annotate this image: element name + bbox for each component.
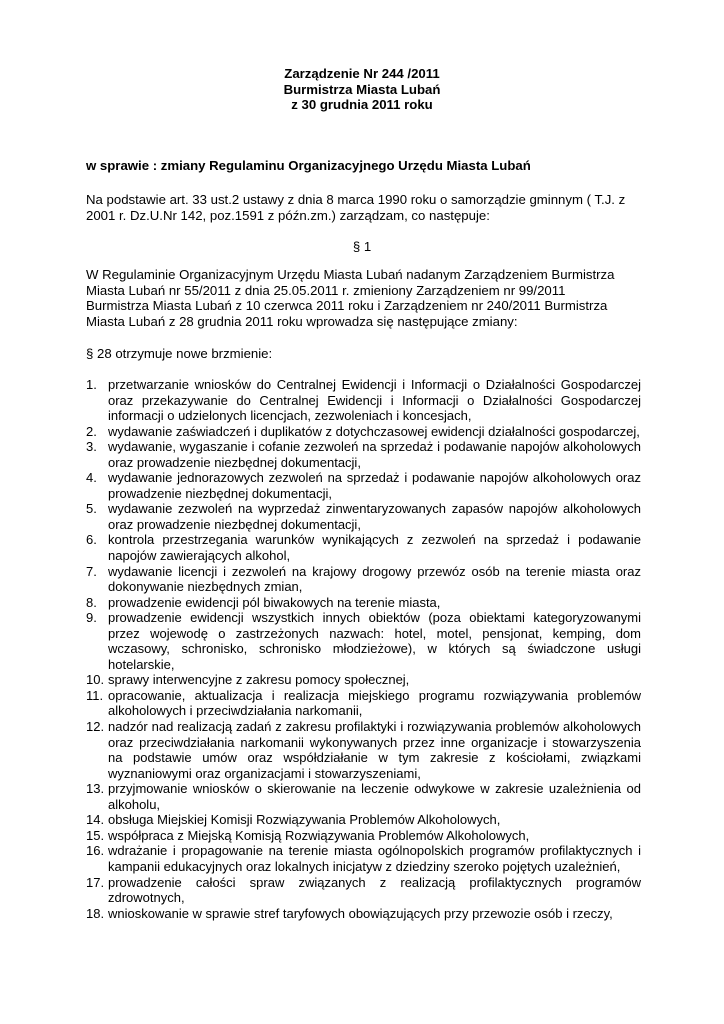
- list-item-number: 7.: [86, 563, 97, 579]
- list-item-number: 12.: [86, 719, 105, 735]
- list-item: [86, 906, 641, 922]
- list-item-number: 8.: [86, 594, 97, 610]
- intro-line-4: Miasta Lubań z 28 grudnia 2011 roku wprowadza się następujące zmiany:: [86, 313, 518, 329]
- list-item-text: wydawanie jednorazowych zezwoleń na sprzedaż i podawanie napojów alkoholowych oraz prowadzenie niezbędnej dokumentacji,: [108, 470, 641, 501]
- list-item-number: 2.: [86, 423, 97, 439]
- list-item-text: kontrola przestrzegania warunków wynikających z zezwoleń na sprzedaż i podawanie napojów zawierających alkohol,: [108, 532, 641, 564]
- list-item-number: 3.: [86, 439, 97, 455]
- list-item-number: 13.: [86, 781, 105, 797]
- list-item-text: obsługa Miejskiej Komisji Rozwiązywania Problemów Alkoholowych,: [108, 812, 501, 828]
- list-item: [86, 610, 641, 672]
- title-line-1: Zarządzenie Nr 244 /2011: [284, 66, 440, 81]
- list-item-text: przetwarzanie wniosków do Centralnej Ewidencji i Informacji o Działalności Gospodarczej oraz przekazywanie do Centralnej Ewidencji i Informacji o Działalności Gospodarczej informacji o udzielonych licencjach, zezwoleniach i koncesjach,: [108, 377, 641, 424]
- list-item: [86, 501, 641, 532]
- title-line-2: Burmistrza Miasta Lubań: [283, 81, 441, 97]
- paragraph-mark: § 1: [352, 239, 372, 254]
- list-item-text: przyjmowanie wniosków o skierowanie na leczenie odwykowe w zakresie uzależnienia od alkoholu,: [108, 781, 641, 812]
- intro-line-1: W Regulaminie Organizacyjnym Urzędu Miasta Lubań nadanym Zarządzeniem Burmistrza: [86, 267, 615, 282]
- list-item-text: wnioskowanie w sprawie stref taryfowych obowiązujących przy przewozie osób i rzeczy,: [108, 905, 613, 921]
- list-item: [86, 595, 641, 611]
- list-item-text: nadzór nad realizacją zadań z zakresu profilaktyki i rozwiązywania problemów alkoholowych oraz przeciwdziałania narkomanii wykonywanych przez inne organizacje i stowarzyszenia na podstawie umów oraz współdziałanie w tym zakresie z kościołami, związkami wyznaniowymi oraz organizacjami i stowarzyszeniami,: [108, 719, 641, 781]
- document-subject: w sprawie : zmiany Regulaminu Organizacyjnego Urzędu Miasta Lubań: [86, 158, 531, 173]
- list-item: [86, 688, 641, 719]
- list-item-text: wydawanie zezwoleń na wyprzedaż zinwentaryzowanych zapasów napojów alkoholowych oraz prowadzenie niezbędnej dokumentacji,: [108, 501, 641, 532]
- list-item: [86, 781, 641, 812]
- list-item-text: wydawanie licencji i zezwoleń na krajowy drogowy przewóz osób na terenie miasta oraz dokonywanie niezbędnych zmian,: [108, 563, 641, 595]
- list-item: [86, 672, 641, 688]
- list-item-number: 5.: [86, 501, 97, 517]
- list-item-text: wydawanie, wygaszanie i cofanie zezwoleń na sprzedaż i podawanie napojów alkoholowych oraz prowadzenie niezbędnej dokumentacji,: [108, 439, 641, 470]
- legal-basis-line-2: 2001 r. Dz.U.Nr 142, poz.1591 z późn.zm.) zarządzam, co następuje:: [86, 207, 490, 223]
- list-item: [86, 812, 641, 828]
- list-item: [86, 439, 641, 470]
- legal-basis: [86, 192, 646, 223]
- list-item-number: 1.: [86, 377, 97, 392]
- intro-text: [86, 267, 646, 329]
- list-item: [86, 875, 641, 906]
- list-item: [86, 470, 641, 501]
- list-item-number: 10.: [86, 672, 105, 688]
- duties-list: [86, 377, 641, 921]
- list-item-number: 6.: [86, 532, 97, 548]
- list-item-text: prowadzenie ewidencji pól biwakowych na terenie miasta,: [108, 594, 441, 610]
- list-item-number: 11.: [86, 687, 104, 703]
- intro-line-3: Burmistrza Miasta Lubań z 10 czerwca 2011 roku i Zarządzeniem nr 240/2011 Burmistrza: [86, 298, 608, 314]
- list-item-text: sprawy interwencyjne z zakresu pomocy społecznej,: [108, 672, 410, 688]
- list-item-number: 14.: [86, 812, 105, 828]
- list-item-number: 18.: [86, 905, 105, 921]
- list-item: [86, 424, 641, 440]
- document-title: [0, 66, 724, 113]
- list-item-number: 4.: [86, 470, 97, 486]
- list-item: [86, 377, 641, 424]
- list-item-text: współpraca z Miejską Komisją Rozwiązywania Problemów Alkoholowych,: [108, 827, 530, 843]
- list-item-number: 17.: [86, 874, 105, 890]
- legal-basis-line-1: Na podstawie art. 33 ust.2 ustawy z dnia 8 marca 1990 roku o samorządzie gminnym ( T.J. z: [86, 192, 626, 207]
- list-item: [86, 564, 641, 595]
- list-item-text: opracowanie, aktualizacja i realizacja miejskiego programu rozwiązywania problemów alkoholowych i przeciwdziałania narkomanii,: [108, 687, 641, 719]
- list-item-text: prowadzenie całości spraw związanych z realizacją profilaktycznych programów zdrowotnych,: [108, 874, 641, 906]
- list-item: [86, 828, 641, 844]
- list-item-number: 9.: [86, 610, 97, 626]
- list-item-number: 15.: [86, 827, 105, 843]
- list-item: [86, 843, 641, 874]
- list-item-text: prowadzenie ewidencji wszystkich innych obiektów (poza obiektami kategoryzowanymi przez wojewodę o zastrzeżonych nazwach: hotel, motel, pensjonat, kemping, dom wczasowy, schronisko, schronisko młodzieżowe), w których są świadczone usługi hotelarskie,: [108, 610, 641, 672]
- list-item: [86, 719, 641, 781]
- title-line-3: z 30 grudnia 2011 roku: [291, 97, 433, 113]
- list-item: [86, 532, 641, 563]
- list-item-text: wydawanie zaświadczeń i duplikatów z dotychczasowej ewidencji działalności gospodarczej,: [108, 423, 640, 439]
- intro-line-2: Miasta Lubań nr 55/2011 z dnia 25.05.2011 r. zmieniony Zarządzeniem nr 99/2011: [86, 282, 566, 298]
- list-item-number: 16.: [86, 843, 105, 859]
- section-28-heading: § 28 otrzymuje nowe brzmienie:: [86, 346, 273, 361]
- list-item-text: wdrażanie i propagowanie na terenie miasta ogólnopolskich programów profilaktycznych i kampanii edukacyjnych oraz lokalnych inicjatyw z dziedziny szeroko pojętych uzależnień,: [108, 843, 641, 874]
